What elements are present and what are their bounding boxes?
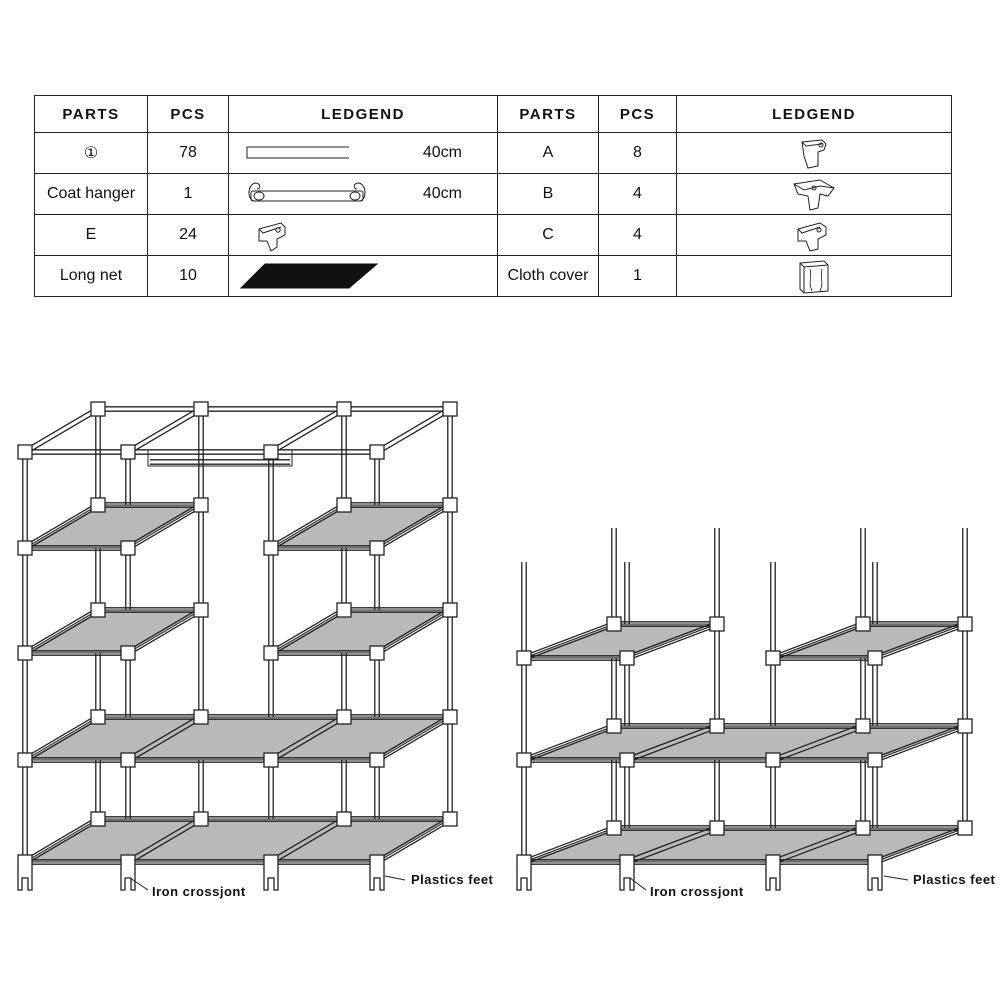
part-name: Long net (35, 256, 148, 297)
connector-joint (766, 855, 780, 869)
connector-joint (766, 651, 780, 665)
legend-cell (229, 215, 498, 256)
connector-joint (337, 710, 351, 724)
header-pcs: PCS (148, 96, 229, 133)
connector-joint (620, 651, 634, 665)
table-row (498, 133, 952, 174)
connector-a-icon (794, 136, 834, 170)
connector-joint (620, 855, 634, 869)
connector-joint (264, 646, 278, 660)
leader-line (884, 876, 908, 880)
connector-joint (710, 617, 724, 631)
connector-joint (868, 753, 882, 767)
legend-cell (677, 215, 952, 256)
feet-callout-right: Plastics feet (913, 872, 996, 887)
connector-joint (958, 821, 972, 835)
connector-joint (121, 646, 135, 660)
table-row (35, 133, 498, 174)
connector-joint (337, 498, 351, 512)
cloth-cover-icon (794, 257, 834, 295)
frame-tube (127, 407, 200, 450)
connector-joint (337, 402, 351, 416)
connector-joint (264, 541, 278, 555)
connector-joint (194, 402, 208, 416)
partial-frame (517, 528, 972, 890)
crossjoint-callout-left: Iron crossjont (152, 884, 246, 899)
header-pcs: PCS (599, 96, 677, 133)
table-header-row (35, 96, 498, 133)
legend-cell (677, 133, 952, 174)
header-parts: PARTS (35, 96, 148, 133)
table-row (498, 174, 952, 215)
connector-joint (91, 812, 105, 826)
connector-joint (868, 651, 882, 665)
connector-joint (18, 646, 32, 660)
feet-callout-left: Plastics feet (411, 872, 494, 887)
plastic-foot (517, 868, 531, 890)
coat-hanger-icon (237, 177, 377, 211)
connector-joint (517, 855, 531, 869)
connector-joint (121, 855, 135, 869)
legend-cell (677, 256, 952, 297)
connector-joint (264, 855, 278, 869)
connector-joint (121, 445, 135, 459)
parts-table-left (34, 95, 498, 297)
connector-joint (370, 753, 384, 767)
part-name: C (498, 215, 599, 256)
tube-icon (237, 145, 349, 161)
connector-joint (91, 603, 105, 617)
part-name: B (498, 174, 599, 215)
table-header-row (498, 96, 952, 133)
part-name: Cloth cover (498, 256, 599, 297)
frame-tube (272, 411, 345, 454)
connector-joint (607, 719, 621, 733)
connector-joint (710, 719, 724, 733)
connector-joint (91, 498, 105, 512)
part-pcs: 10 (148, 256, 229, 297)
connector-joint (91, 402, 105, 416)
full-wardrobe-frame (18, 402, 457, 890)
part-name: E (35, 215, 148, 256)
connector-joint (607, 617, 621, 631)
connector-joint (370, 646, 384, 660)
plastic-foot (868, 868, 882, 890)
connector-joint (856, 821, 870, 835)
connector-joint (91, 710, 105, 724)
table-row (35, 215, 498, 256)
connector-joint (194, 498, 208, 512)
connector-joint (443, 812, 457, 826)
shelf-net (25, 505, 201, 548)
connector-joint (337, 812, 351, 826)
part-pcs: 4 (599, 174, 677, 215)
part-pcs: 1 (148, 174, 229, 215)
connector-joint (370, 855, 384, 869)
connector-joint (856, 617, 870, 631)
plastic-foot (370, 868, 384, 890)
size-label: 40cm (422, 185, 462, 202)
plastic-foot (264, 868, 278, 890)
connector-joint (264, 445, 278, 459)
table-row (35, 256, 498, 297)
connector-joint (710, 821, 724, 835)
connector-joint (194, 710, 208, 724)
plastic-foot (121, 868, 135, 890)
shelf-net (271, 505, 450, 548)
connector-joint (18, 855, 32, 869)
crossjoint-callout-right: Iron crossjont (650, 884, 744, 899)
shelf-net (25, 610, 201, 653)
part-pcs: 78 (148, 133, 229, 174)
shelf-net (271, 610, 450, 653)
connector-joint (370, 541, 384, 555)
legend-cell (229, 133, 498, 174)
connector-joint (958, 617, 972, 631)
table-row (35, 174, 498, 215)
part-pcs: 1 (599, 256, 677, 297)
connector-e-icon (237, 217, 297, 253)
frame-tube (129, 411, 202, 454)
connector-joint (517, 753, 531, 767)
connector-joint (18, 541, 32, 555)
connector-b-icon (790, 176, 838, 212)
connector-joint (868, 855, 882, 869)
connector-joint (18, 445, 32, 459)
frame-tube (26, 411, 99, 454)
connector-joint (517, 651, 531, 665)
connector-joint (370, 445, 384, 459)
shelf-net (25, 717, 450, 760)
connector-joint (766, 753, 780, 767)
long-net-icon (237, 261, 387, 291)
shelf-net (524, 828, 965, 862)
frame-tube (270, 407, 343, 450)
plastic-foot (18, 868, 32, 890)
table-row (498, 215, 952, 256)
part-name: A (498, 133, 599, 174)
connector-joint (443, 402, 457, 416)
connector-joint (443, 498, 457, 512)
leader-line (385, 876, 405, 880)
part-pcs: 8 (599, 133, 677, 174)
connector-joint (194, 812, 208, 826)
header-parts: PARTS (498, 96, 599, 133)
connector-c-icon (792, 217, 836, 253)
shelf-net (25, 819, 450, 862)
shelf-net (524, 726, 965, 760)
legend-cell (677, 174, 952, 215)
plastic-foot (766, 868, 780, 890)
part-name: Coat hanger (35, 174, 148, 215)
part-pcs: 24 (148, 215, 229, 256)
connector-joint (443, 603, 457, 617)
table-row (498, 256, 952, 297)
connector-joint (607, 821, 621, 835)
part-pcs: 4 (599, 215, 677, 256)
size-label: 40cm (422, 144, 462, 161)
frame-tube (376, 407, 449, 450)
connector-joint (958, 719, 972, 733)
connector-joint (121, 753, 135, 767)
legend-cell (229, 174, 498, 215)
connector-joint (620, 753, 634, 767)
part-name: ① (35, 133, 148, 174)
header-legend: LEDGEND (677, 96, 952, 133)
connector-joint (121, 541, 135, 555)
connector-joint (337, 603, 351, 617)
connector-joint (443, 710, 457, 724)
header-legend: LEDGEND (229, 96, 498, 133)
connector-joint (856, 719, 870, 733)
frame-tube (378, 411, 451, 454)
connector-joint (194, 603, 208, 617)
assembly-diagrams (0, 390, 1000, 910)
frame-tube (24, 407, 97, 450)
connector-joint (18, 753, 32, 767)
parts-table-right (497, 95, 952, 297)
connector-joint (264, 753, 278, 767)
legend-cell (229, 256, 498, 297)
